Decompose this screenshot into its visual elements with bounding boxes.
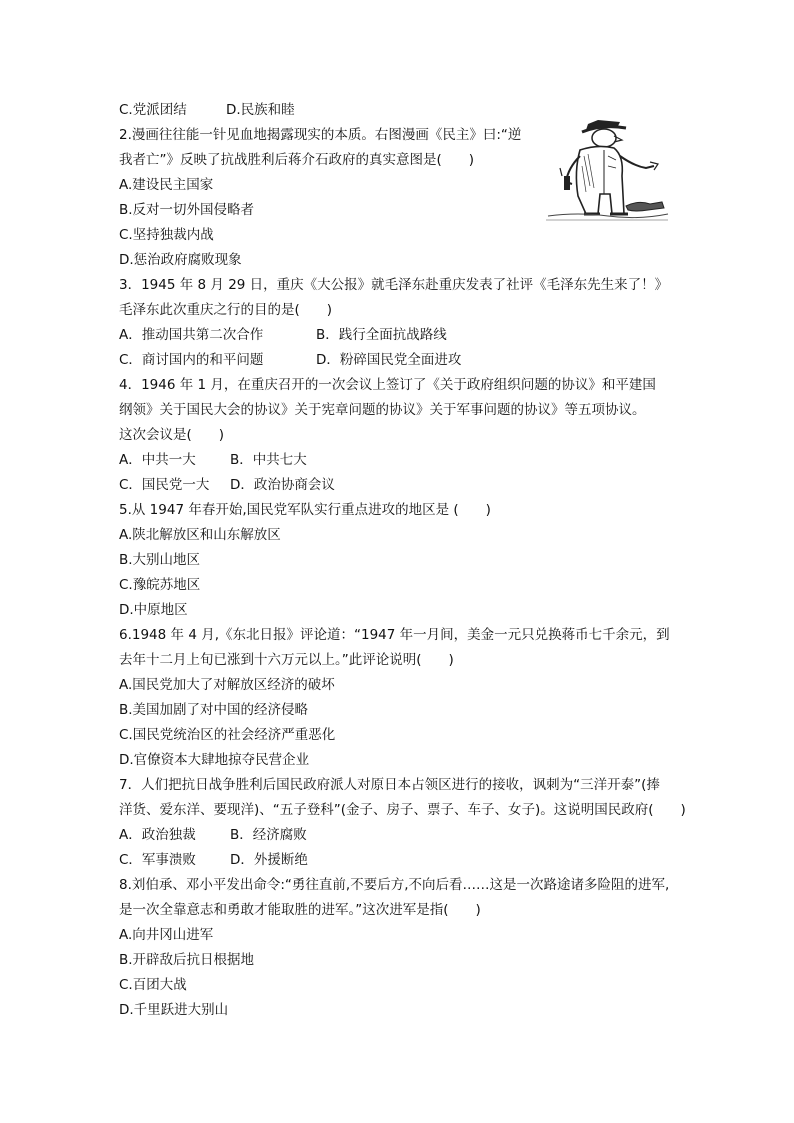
q4-stem-line-1: 4．1946 年 1 月，在重庆召开的一次会议上签订了《关于政府组织问题的协议》和平建国: [119, 377, 656, 393]
q2-option-a: A.建设民主国家: [119, 177, 214, 193]
q1-option-d: D.民族和睦: [226, 102, 295, 118]
q7-stem-line-2: 洋货、爱东洋、要现洋)、“五子登科”(金子、房子、票子、车子、女子)。这说明国民政府( ): [119, 802, 686, 818]
q7-option-d: D．外援断绝: [230, 852, 308, 868]
q8-option-d: D.千里跃进大别山: [119, 1002, 229, 1018]
q2-stem-line-1: 2.漫画往往能一针见血地揭露现实的本质。右图漫画《民主》曰:“逆: [119, 127, 522, 143]
q8-option-b: B.开辟敌后抗日根据地: [119, 952, 255, 968]
q4-stem-line-3: 这次会议是( ): [119, 427, 225, 443]
q3-stem-line-2: 毛泽东此次重庆之行的目的是( ): [119, 302, 333, 318]
q5-option-d: D.中原地区: [119, 602, 188, 618]
q7-option-b: B．经济腐败: [230, 827, 307, 843]
q5-option-b: B.大别山地区: [119, 552, 201, 568]
q8-option-c: C.百团大战: [119, 977, 187, 993]
q4-option-c: C．国民党一大: [119, 477, 210, 493]
q2-option-c: C.坚持独裁内战: [119, 227, 214, 243]
q5-stem-line-1: 5.从 1947 年春开始,国民党军队实行重点进攻的地区是 ( ): [119, 502, 491, 518]
q4-option-b: B．中共七大: [230, 452, 307, 468]
q6-stem-line-1: 6.1948 年 4 月,《东北日报》评论道：“1947 年一月间，美金一元只兑换蒋币七千余元，到: [119, 627, 670, 643]
q3-option-b: B．践行全面抗战路线: [316, 327, 447, 343]
q6-option-c: C.国民党统治区的社会经济严重恶化: [119, 727, 336, 743]
q7-option-c: C．军事溃败: [119, 852, 196, 868]
q6-stem-line-2: 去年十二月上旬已涨到十六万元以上。”此评论说明( ): [119, 652, 454, 668]
q3-option-d: D．粉碎国民党全面进攻: [316, 352, 462, 368]
q8-stem-line-2: 是一次全靠意志和勇敢才能取胜的进军。”这次进军是指( ): [119, 902, 481, 918]
q3-option-a: A．推动国共第二次合作: [119, 327, 264, 343]
cartoon-man-with-gun-icon: [538, 116, 670, 226]
q8-stem-line-1: 8.刘伯承、邓小平发出命令:“勇往直前,不要后方,不向后看……这是一次路途诸多险阻的进军,: [119, 877, 670, 893]
q8-option-a: A.向井冈山进军: [119, 927, 214, 943]
q7-stem-line-1: 7．人们把抗日战争胜利后国民政府派人对原日本占领区进行的接收，讽刺为“三洋开泰”(捧: [119, 777, 660, 793]
q2-option-d: D.惩治政府腐败现象: [119, 252, 242, 268]
q4-stem-line-2: 纲领》关于国民大会的协议》关于宪章问题的协议》关于军事问题的协议》等五项协议。: [119, 402, 646, 418]
q3-option-c: C．商讨国内的和平问题: [119, 352, 264, 368]
q5-option-c: C.豫皖苏地区: [119, 577, 201, 593]
q4-option-a: A．中共一大: [119, 452, 196, 468]
q3-stem-line-1: 3．1945 年 8 月 29 日，重庆《大公报》就毛泽东赴重庆发表了社评《毛泽东先生来了！》: [119, 277, 669, 293]
q7-option-a: A．政治独裁: [119, 827, 196, 843]
q2-stem-line-2: 我者亡”》反映了抗战胜利后蒋介石政府的真实意图是( ): [119, 152, 475, 168]
q6-option-b: B.美国加剧了对中国的经济侵略: [119, 702, 309, 718]
q4-option-d: D．政治协商会议: [230, 477, 335, 493]
q6-option-d: D.官僚资本大肆地掠夺民营企业: [119, 752, 310, 768]
q6-option-a: A.国民党加大了对解放区经济的破坏: [119, 677, 335, 693]
q5-option-a: A.陕北解放区和山东解放区: [119, 527, 281, 543]
q2-option-b: B.反对一切外国侵略者: [119, 202, 255, 218]
q1-option-c: C.党派团结: [119, 102, 187, 118]
